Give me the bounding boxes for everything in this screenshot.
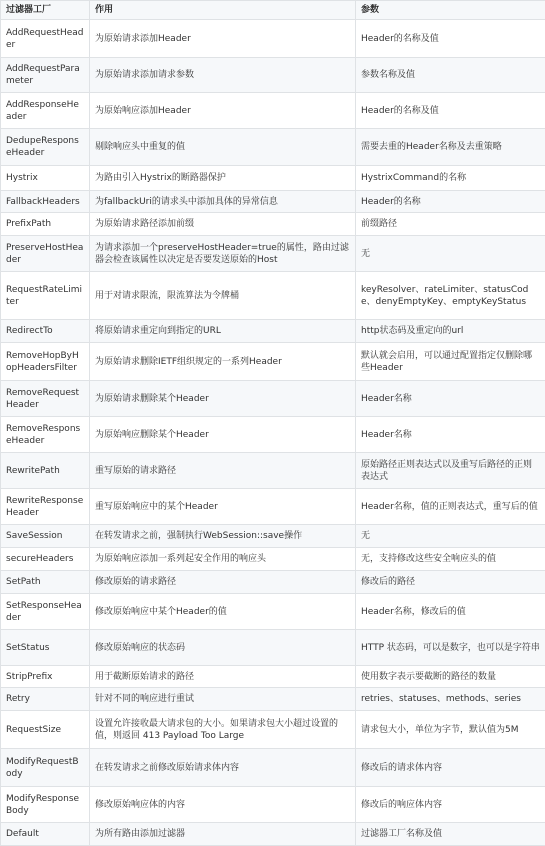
cell-parameters: 修改后的路径 <box>356 571 545 594</box>
cell-parameters: 修改后的请求体内容 <box>356 749 545 787</box>
cell-filter-factory: AddResponseHeader <box>1 93 90 129</box>
table-row <box>1 191 545 213</box>
cell-purpose: 为原始请求添加Header <box>90 20 356 58</box>
cell-purpose: 在转发请求之前，强制执行WebSession::save操作 <box>90 525 356 548</box>
table-row <box>1 320 545 343</box>
cell-filter-factory: SetResponseHeader <box>1 594 90 630</box>
cell-filter-factory: AddRequestParameter <box>1 58 90 93</box>
cell-purpose: 为请求添加一个preserveHostHeader=true的属性，路由过滤器会检查该属性以决定是否要发送原始的Host <box>90 236 356 272</box>
cell-purpose: 为原始响应添加Header <box>90 93 356 129</box>
cell-purpose: 将原始请求重定向到指定的URL <box>90 320 356 343</box>
table-body <box>1 20 545 846</box>
cell-parameters: 使用数字表示要截断的路径的数量 <box>356 666 545 688</box>
table-row <box>1 548 545 571</box>
cell-purpose: 为所有路由添加过滤器 <box>90 823 356 846</box>
table-row <box>1 489 545 525</box>
cell-filter-factory: Retry <box>1 688 90 711</box>
header-filter-factory: 过滤器工厂 <box>1 1 90 20</box>
cell-purpose: 修改原始响应中某个Header的值 <box>90 594 356 630</box>
cell-parameters: 参数名称及值 <box>356 58 545 93</box>
table-row <box>1 666 545 688</box>
cell-filter-factory: FallbackHeaders <box>1 191 90 213</box>
cell-parameters: 原始路径正则表达式以及重写后路径的正则表达式 <box>356 453 545 489</box>
table-row <box>1 749 545 787</box>
cell-purpose: 为原始响应添加一系列起安全作用的响应头 <box>90 548 356 571</box>
cell-purpose: 用于截断原始请求的路径 <box>90 666 356 688</box>
cell-parameters: Header的名称及值 <box>356 20 545 58</box>
cell-parameters: Header名称，修改后的值 <box>356 594 545 630</box>
cell-purpose: 为原始请求添加请求参数 <box>90 58 356 93</box>
table-header-row <box>1 1 545 20</box>
table-row <box>1 236 545 272</box>
cell-parameters: Header名称 <box>356 381 545 417</box>
table-row <box>1 571 545 594</box>
table-row <box>1 525 545 548</box>
cell-purpose: 修改原始的请求路径 <box>90 571 356 594</box>
cell-parameters: Header名称，值的正则表达式，重写后的值 <box>356 489 545 525</box>
cell-filter-factory: secureHeaders <box>1 548 90 571</box>
table-row <box>1 417 545 453</box>
cell-parameters: 前缀路径 <box>356 213 545 236</box>
cell-parameters: 无 <box>356 525 545 548</box>
cell-purpose: 为路由引入Hystrix的断路器保护 <box>90 166 356 191</box>
cell-filter-factory: PrefixPath <box>1 213 90 236</box>
cell-purpose: 剔除响应头中重复的值 <box>90 129 356 166</box>
table-row <box>1 166 545 191</box>
cell-parameters: 无，支持修改这些安全响应头的值 <box>356 548 545 571</box>
table-row <box>1 787 545 823</box>
cell-filter-factory: RewriteResponseHeader <box>1 489 90 525</box>
cell-filter-factory: RequestRateLimiter <box>1 272 90 320</box>
cell-filter-factory: Default <box>1 823 90 846</box>
cell-filter-factory: Hystrix <box>1 166 90 191</box>
cell-parameters: 修改后的响应体内容 <box>356 787 545 823</box>
cell-parameters: 默认就会启用，可以通过配置指定仅删除哪些Header <box>356 343 545 381</box>
cell-filter-factory: ModifyResponseBody <box>1 787 90 823</box>
cell-filter-factory: RemoveResponseHeader <box>1 417 90 453</box>
table-row <box>1 129 545 166</box>
cell-purpose: 重写原始响应中的某个Header <box>90 489 356 525</box>
cell-purpose: 为原始请求删除IETF组织规定的一系列Header <box>90 343 356 381</box>
cell-filter-factory: SetPath <box>1 571 90 594</box>
cell-purpose: 修改原始响应体的内容 <box>90 787 356 823</box>
cell-parameters: retries、statuses、methods、series <box>356 688 545 711</box>
cell-parameters: Header的名称及值 <box>356 93 545 129</box>
cell-parameters: http状态码及重定向的url <box>356 320 545 343</box>
table-row <box>1 711 545 749</box>
cell-parameters: HTTP 状态码，可以是数字，也可以是字符串 <box>356 630 545 666</box>
header-purpose: 作用 <box>90 1 356 20</box>
table-row <box>1 93 545 129</box>
cell-filter-factory: SetStatus <box>1 630 90 666</box>
cell-filter-factory: SaveSession <box>1 525 90 548</box>
cell-filter-factory: PreserveHostHeader <box>1 236 90 272</box>
cell-purpose: 针对不同的响应进行重试 <box>90 688 356 711</box>
cell-parameters: Header名称 <box>356 417 545 453</box>
cell-purpose: 为原始请求路径添加前缀 <box>90 213 356 236</box>
cell-filter-factory: DedupeResponseHeader <box>1 129 90 166</box>
cell-purpose: 修改原始响应的状态码 <box>90 630 356 666</box>
cell-parameters: Header的名称 <box>356 191 545 213</box>
table-row <box>1 343 545 381</box>
cell-filter-factory: RemoveHopByHopHeadersFilter <box>1 343 90 381</box>
cell-parameters: keyResolver、rateLimiter、statusCode、denyEmptyKey、emptyKeyStatus <box>356 272 545 320</box>
cell-parameters: 需要去重的Header名称及去重策略 <box>356 129 545 166</box>
table-row <box>1 58 545 93</box>
cell-parameters: 无 <box>356 236 545 272</box>
table-row <box>1 630 545 666</box>
cell-filter-factory: RemoveRequestHeader <box>1 381 90 417</box>
cell-parameters: 请求包大小，单位为字节，默认值为5M <box>356 711 545 749</box>
table-row <box>1 453 545 489</box>
cell-filter-factory: StripPrefix <box>1 666 90 688</box>
cell-parameters: 过滤器工厂名称及值 <box>356 823 545 846</box>
table-row <box>1 688 545 711</box>
table-row <box>1 594 545 630</box>
cell-purpose: 设置允许接收最大请求包的大小。如果请求包大小超过设置的值，则返回 413 Payload Too Large <box>90 711 356 749</box>
cell-filter-factory: AddRequestHeader <box>1 20 90 58</box>
table-row <box>1 20 545 58</box>
cell-filter-factory: RequestSize <box>1 711 90 749</box>
cell-purpose: 在转发请求之前修改原始请求体内容 <box>90 749 356 787</box>
cell-filter-factory: RewritePath <box>1 453 90 489</box>
cell-parameters: HystrixCommand的名称 <box>356 166 545 191</box>
cell-filter-factory: ModifyRequestBody <box>1 749 90 787</box>
table-row <box>1 823 545 846</box>
table-row <box>1 381 545 417</box>
cell-purpose: 为原始响应删除某个Header <box>90 417 356 453</box>
cell-purpose: 用于对请求限流，限流算法为令牌桶 <box>90 272 356 320</box>
cell-purpose: 为fallbackUri的请求头中添加具体的异常信息 <box>90 191 356 213</box>
cell-filter-factory: RedirectTo <box>1 320 90 343</box>
cell-purpose: 为原始请求删除某个Header <box>90 381 356 417</box>
table-row <box>1 213 545 236</box>
cell-purpose: 重写原始的请求路径 <box>90 453 356 489</box>
table-row <box>1 272 545 320</box>
header-parameters: 参数 <box>356 1 545 20</box>
